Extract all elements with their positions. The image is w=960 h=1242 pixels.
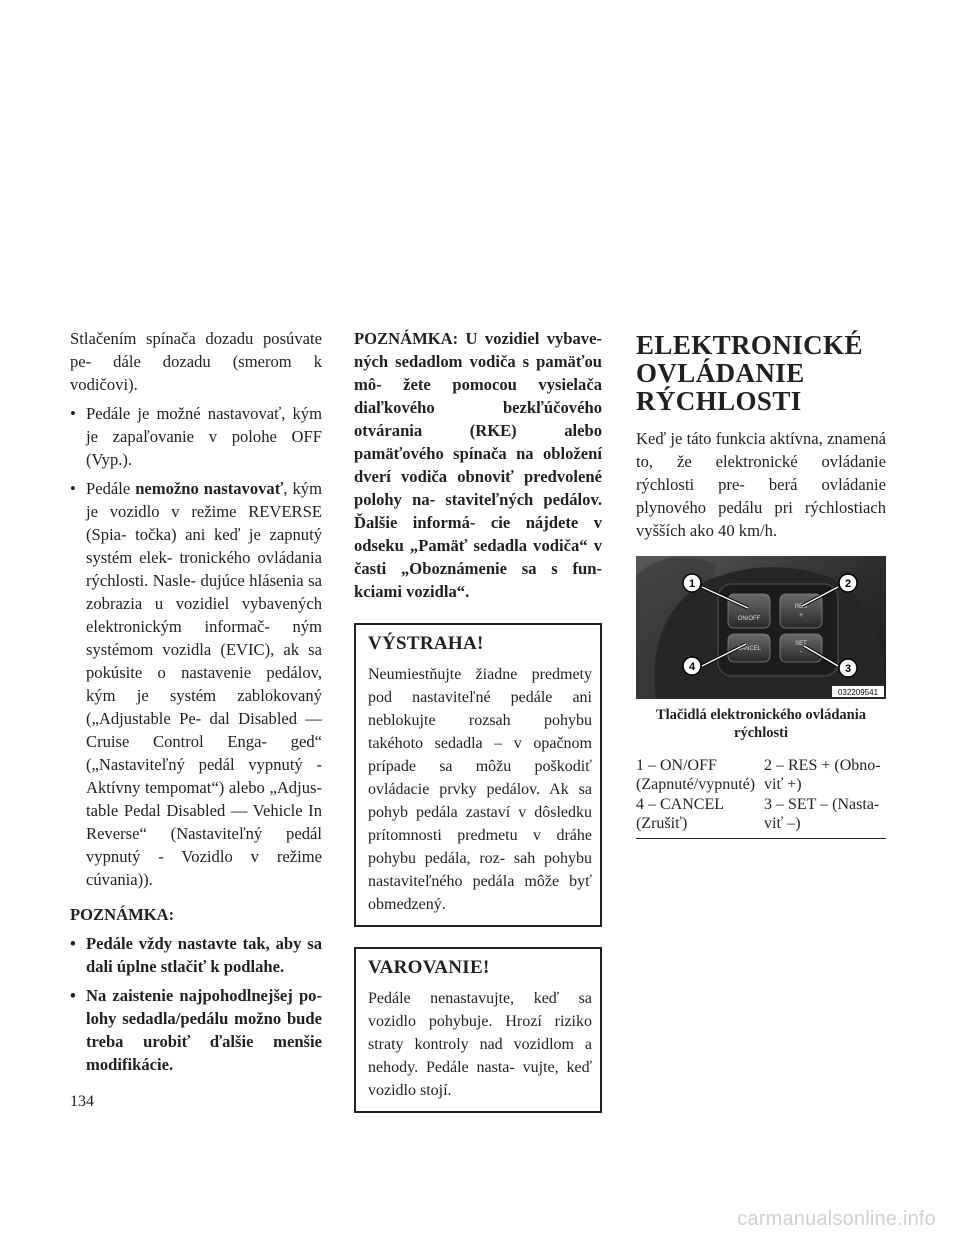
steering-wheel-illustration <box>636 556 886 699</box>
speed-control-figure <box>636 556 886 699</box>
figure-caption: Tlačidlá elektronického ovládania rýchlosti <box>655 707 866 741</box>
middle-column <box>354 327 602 1113</box>
note-bullet-press-floor: • Pedále vždy nastavte tak, aby sa dali úplne stlačiť k podlahe. <box>70 932 322 978</box>
bullet-ignition-off: • Pedále je možné nastavovať, kým je zapaľovanie v polohe OFF (Vyp.). <box>70 402 322 471</box>
callout-3 <box>839 659 857 677</box>
callout-4 <box>683 657 701 675</box>
set-button-label: SET <box>795 641 807 647</box>
callout-1 <box>683 574 701 592</box>
res-button-label: RES <box>794 604 808 610</box>
caution-text: Pedále nenastavujte, keď sa vozidlo pohybuje. Hrozí riziko straty kontroly nad vozidlom a nehody. Pedále nasta- vujte, keď vozidlo stojí. <box>368 990 592 1099</box>
on-off-button-label: ON/OFF <box>737 616 761 622</box>
legend-item-set: 3 – SET – (Nasta- viť –) <box>764 796 880 832</box>
note-heading: POZNÁMKA: <box>70 905 175 924</box>
section-heading-line3: RÝCHLOSTI <box>636 386 802 416</box>
bullet-cannot-adjust-bold: nemožno nastavovať <box>135 479 284 498</box>
bullet-cannot-adjust <box>70 477 322 891</box>
note-bullet-modifications: • Na zaistenie najpohodlnejšej po- lohy sedadla/pedálu možno bude treba urobiť ďalšie menšie modifikácie. <box>70 984 322 1076</box>
watermark: carmanualsonline.info <box>737 1208 936 1230</box>
set-button-sign: - <box>799 649 803 656</box>
page-number: 134 <box>70 1093 94 1110</box>
svg-text:1: 1 <box>688 578 696 590</box>
memory-seat-note: POZNÁMKA: U vozidiel vybave- ných sedadlom vodiča s pamäťou mô- žete pomocou vysielača diaľkového bezkľúčového otvárania (RKE) alebo pamäťového spínača na obložení dverí vodiča obnoviť predvolené polohy na- staviteľných pedálov. Ďalšie informá- cie nájdete v odseku „Pamäť sedadla vodiča“ v časti „Oboznámenie sa s fun- kciami vozidla“. <box>354 329 602 601</box>
bullet-cannot-adjust-post: , kým je vozidlo v režime REVERSE (Spia- točka) ani keď je zapnutý systém elek- tronického ovládania rýchlosti. Nasle- dujúce hlásenia sa zobrazia u vozidiel vybavených elektronickým informač- ným systémom vozidla (EVIC), ak sa pokúsite o nastavenie pedálov, kým je systém zablokovaný („Adjustable Pe- dal Disabled — Cruise Control Enga- ged“ („Nastaviteľný pedál vypnutý - Aktívny tempomat“) alebo „Adjus- table Pedal Disabled — Vehicle In Reverse“ (Nastaviteľný pedál vypnutý - Vozidlo v režime cúvania)). <box>86 479 322 889</box>
legend-item-res: 2 – RES + (Obno- viť +) <box>764 757 881 793</box>
right-column <box>636 327 886 839</box>
svg-text:4: 4 <box>688 661 696 673</box>
figure-code: 032209541 <box>837 688 879 697</box>
legend-row <box>636 795 886 833</box>
section-heading-line1: ELEKTRONICKÉ <box>636 330 863 360</box>
section-intro: Keď je táto funkcia aktívna, znamená to, že elektronické ovládanie rýchlosti pre- berá ovládanie plynového pedálu pri rýchlostiach vyšších ako 40 km/h. <box>636 429 886 540</box>
svg-text:3: 3 <box>844 663 852 675</box>
section-heading <box>636 331 886 415</box>
caution-title: VAROVANIE! <box>368 957 490 978</box>
bullet-cannot-adjust-pre: Pedále <box>86 479 136 498</box>
figure-legend <box>636 756 886 839</box>
legend-item-cancel: 4 – CANCEL (Zrušiť) <box>636 796 724 832</box>
caution-box <box>354 947 602 1113</box>
legend-row <box>636 756 886 794</box>
warning-title: VÝSTRAHA! <box>368 633 484 654</box>
intro-paragraph: Stlačením spínača dozadu posúvate pe- dále dozadu (smerom k vodičovi). <box>70 329 322 394</box>
res-button-sign: + <box>798 612 804 619</box>
warning-box <box>354 623 602 927</box>
svg-text:2: 2 <box>844 578 852 590</box>
callout-2 <box>839 574 857 592</box>
cancel-button-label: CANCEL <box>736 646 762 652</box>
left-column <box>70 327 322 1076</box>
section-heading-line2: OVLÁDANIE <box>636 358 805 388</box>
legend-item-on-off: 1 – ON/OFF (Zapnuté/vypnuté) <box>636 757 756 793</box>
warning-text: Neumiestňujte žiadne predmety pod nastaviteľné pedále ani neblokujte rozsah pohybu takéhoto sedadla – v opačnom prípade sa môžu poškodiť ovládacie prvky pedálov. Ak sa pohyb pedála zastaví v dôsledku prítomnosti predmetu v dráhe pohybu pedála, roz- sah pohybu nastaviteľného pedála môže byť obmedzený. <box>368 666 592 913</box>
